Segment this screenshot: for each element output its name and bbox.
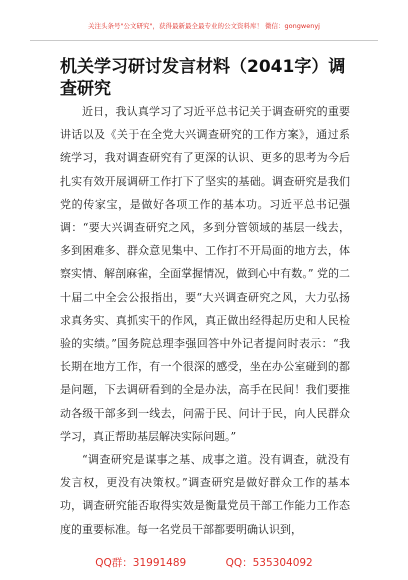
page-footer (0, 555, 408, 570)
footer-qq-contact: QQ：535304092 (225, 557, 313, 569)
header-banner: 关注头条号"公文研究"，获得最新最全最专业的公文资料库！ 微信：gongwenyj (88, 22, 320, 30)
footer-qq-group: QQ群：31991489 (95, 557, 187, 569)
document-title: 机关学习研讨发言材料（2041字）调查研究 (60, 57, 346, 99)
page-header (30, 12, 378, 41)
paragraph: “调查研究是谋事之基、成事之道。没有调查，就没有发言权，更没有决策权。”调查研究是做好群众工作的基本功，调查研究能否取得实效是衡量党员干部工作能力工作态度的重要标准。每一名党员干部都要明确认识到， (60, 453, 350, 536)
document-body (60, 100, 350, 541)
paragraph: 近日，我认真学习了习近平总书记关于调查研究的重要讲话以及《关于在全党大兴调查研究的工作方案》，通过系统学习，我对调查研究有了更深的认识、更多的思考为今后扎实有效开展调研工作打下了坚实的基础。调查研究是我们党的传家宝，是做好各项工作的基本功。习近平总书记强调：“要大兴调查研究之风，多到分管领域的基层一线去，多到困难多、群众意见集中、工作打不开局面的地方去，体察实情、解剖麻雀，全面掌握情况，做到心中有数。” 党的二十届二中全会公报指出，要“大兴调查研究之风，大力弘扬求真务实、真抓实干的作风，真正做出经得起历史和人民检验的实绩。”国务院总理李强回答中外记者提问时表示：“我长期在地方工作，有一个很深的感受，坐在办公室碰到的都是问题，下去调研看到的全是办法，高手在民间！我们要推动各级干部多到一线去，问需于民、问计于民，向人民群众学习，真正帮助基层解决实际问题。” (60, 105, 350, 443)
